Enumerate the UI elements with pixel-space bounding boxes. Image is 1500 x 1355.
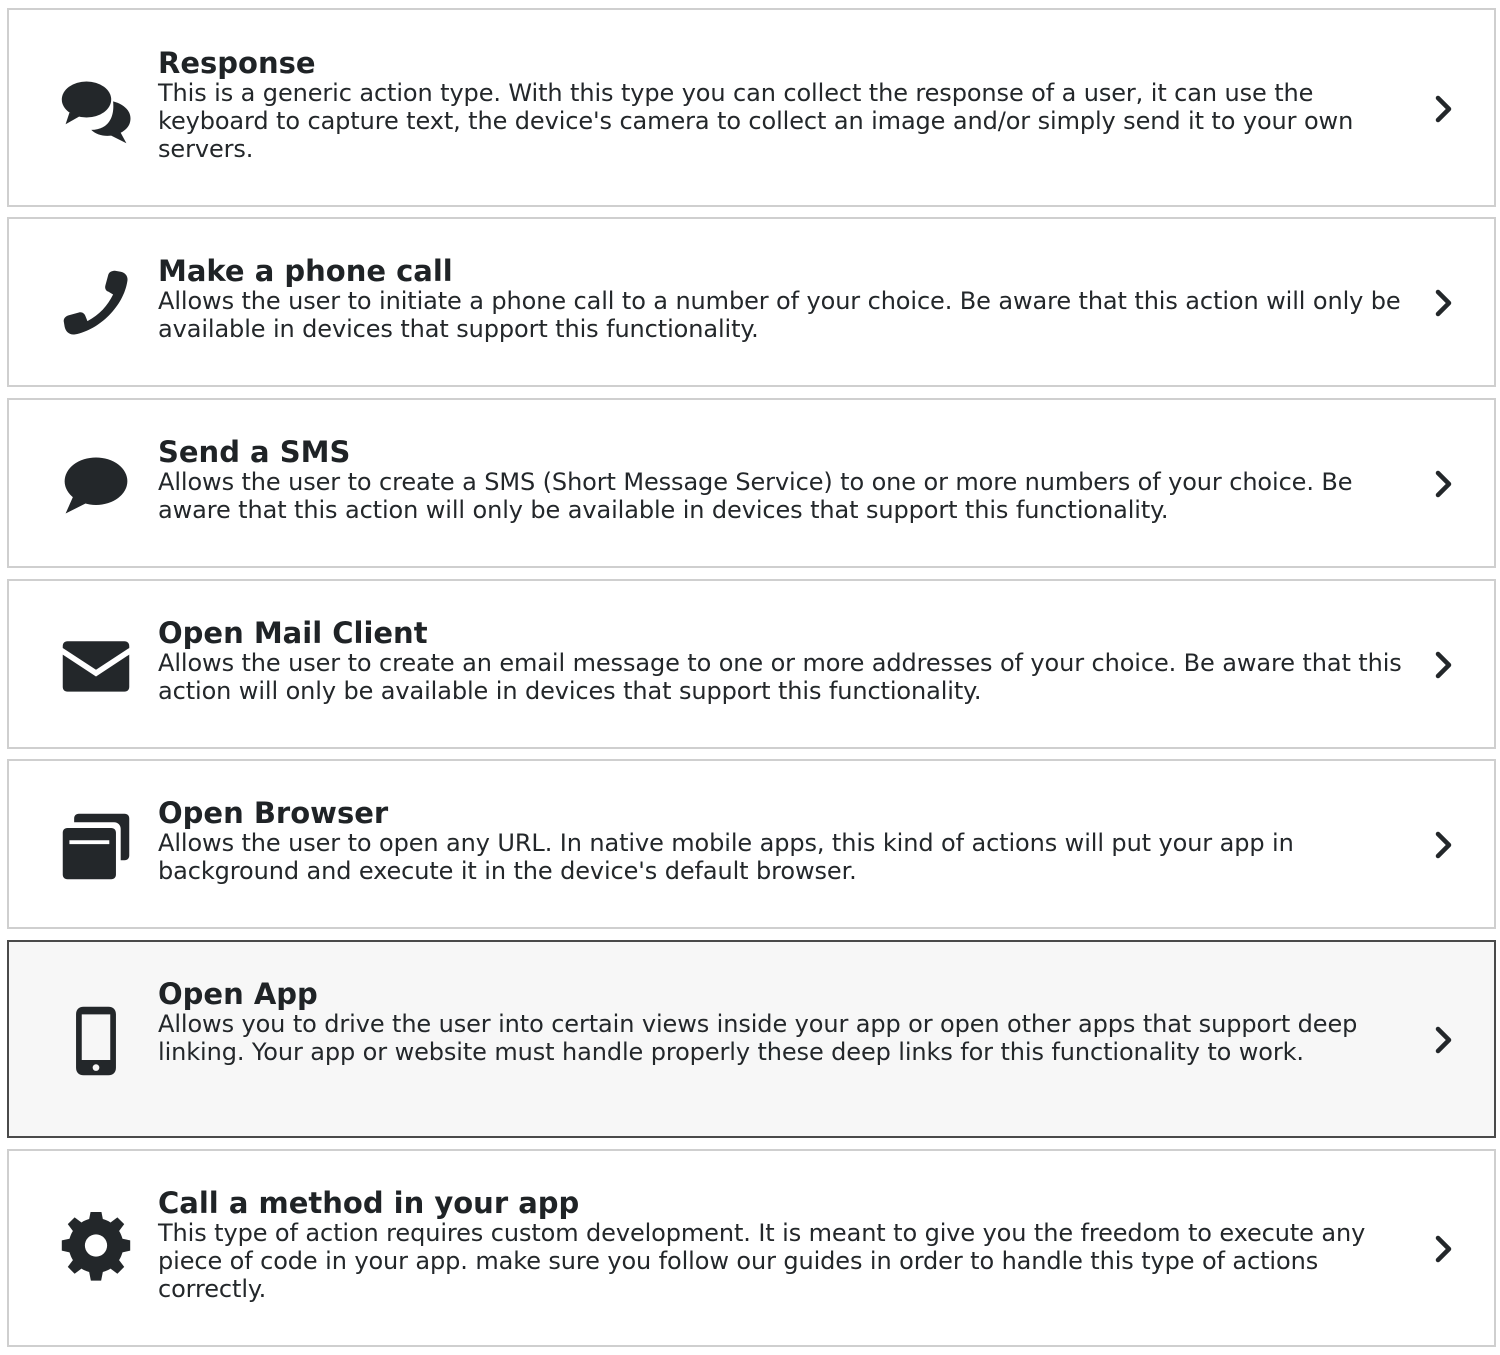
chevron-right-icon [1430,828,1458,862]
action-title: Open App [158,977,318,1011]
action-description: Allows the user to create an email message to one or more addresses of your choice. Be aware that this action will only be available in devices that support this functionality. [158,649,1402,705]
action-item-text [158,255,1413,343]
action-title: Response [158,46,316,80]
speech-bubble-icon [55,444,137,526]
action-item-phone-call[interactable] [7,217,1496,387]
action-description: Allows the user to initiate a phone call to a number of your choice. Be aware that this action will only be available in devices that support this functionality. [158,287,1401,343]
phone-icon [55,263,137,345]
chevron-right-icon [1430,467,1458,501]
chevron-right-icon [1430,1232,1458,1266]
action-item-text [158,1187,1413,1303]
action-title: Call a method in your app [158,1186,580,1220]
action-title: Send a SMS [158,435,351,469]
chevron-right-icon [1430,286,1458,320]
chevron-right-icon [1430,648,1458,682]
action-item-open-mail-client[interactable] [7,579,1496,749]
action-item-text [158,617,1413,705]
mobile-phone-icon [55,1000,137,1082]
envelope-icon [55,625,137,707]
browser-windows-icon [55,805,137,887]
action-item-open-app[interactable] [7,940,1496,1138]
chevron-right-icon [1430,1023,1458,1057]
action-item-text [158,797,1413,885]
action-title: Make a phone call [158,254,453,288]
action-description: This is a generic action type. With this type you can collect the response of a user, it can use the keyboard to capture text, the device's camera to collect an image and/or simply send it to your own servers. [158,79,1354,163]
action-description: This type of action requires custom development. It is meant to give you the freedom to execute any piece of code in your app. make sure you follow our guides in order to handle this type of actions correctly. [158,1219,1366,1303]
action-title: Open Browser [158,796,389,830]
action-item-text [158,47,1413,163]
chevron-right-icon [1430,92,1458,126]
action-description: Allows you to drive the user into certain views inside your app or open other apps that support deep linking. Your app or website must handle properly these deep links for this functionality to work. [158,1010,1358,1066]
action-item-text [158,978,1413,1066]
gear-icon [55,1209,137,1291]
action-item-call-method[interactable] [7,1149,1496,1347]
action-description: Allows the user to open any URL. In native mobile apps, this kind of actions will put your app in background and execute it in the device's default browser. [158,829,1294,885]
action-item-response[interactable] [7,8,1496,207]
chat-bubbles-icon [55,68,137,150]
action-title: Open Mail Client [158,616,428,650]
action-description: Allows the user to create a SMS (Short Message Service) to one or more numbers of your choice. Be aware that this action will only be available in devices that support this functionality. [158,468,1353,524]
action-item-open-browser[interactable] [7,759,1496,929]
action-item-send-sms[interactable] [7,398,1496,568]
action-item-text [158,436,1413,524]
